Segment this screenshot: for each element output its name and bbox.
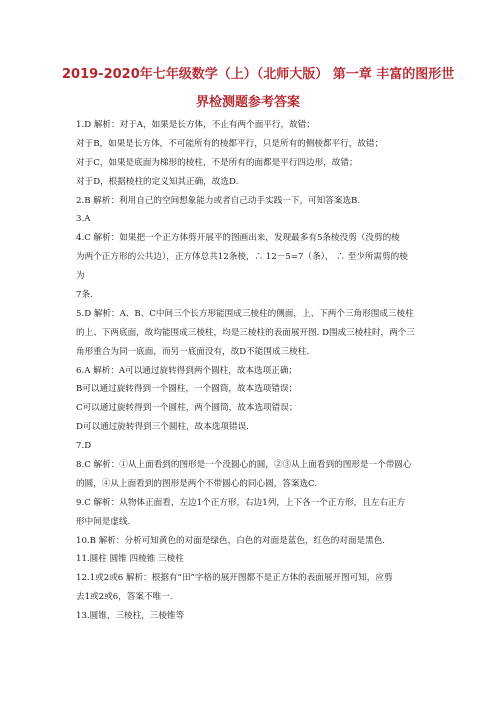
answer-line: 1.D 解析：对于A，如果是长方体，不止有两个面平行，故错； [76,120,315,130]
answer-line: 11.圆柱 圆锥 四棱锥 三棱柱 [76,554,184,565]
answer-body [76,116,424,626]
answer-line: 的圆，④从上面看到的图形是两个不带圆心的同心圆，答案选C. [76,478,318,489]
answer-line: 7条. [76,290,93,301]
answer-line: 9.C 解析：从物体正面看，左边1个正方形，右边1列，上下各一个正方形，且左右正方 [76,497,406,508]
answer-line: 去1或2或6，答案不唯一. [76,592,173,603]
answer-line: 5.D 解析：A、B、C中间三个长方形能围成三棱柱的侧面，上、下两个三角形围成三棱柱 [76,308,414,319]
answer-line: 的上、下两底面，故均能围成三棱柱，均是三棱柱的表面展开图. D围成三棱柱时，两个三 [76,327,415,338]
answer-line: 4.C 解析：如果把一个正方体剪开展平的图画出来，发现最多有5条棱没剪（没剪的棱 [76,233,400,244]
answer-line: 12.1或2或6 解析：根据有“田”字格的展开图都不是正方体的表面展开图可知，应剪 [76,573,393,584]
answer-line: 10.B 解析：分析可知黄色的对面是绿色，白色的对面是蓝色，红色的对面是黑色. [76,535,386,546]
answer-line: 角形重合为同一底面，而另一底面没有，故D不能围成三棱柱. [76,346,310,357]
answer-line: 对于B，如果是长方体，不可能所有的棱都平行，只是所有的侧棱都平行，故错； [76,138,384,149]
answer-line: D可以通过旋转得到三个圆柱，故本选项错误. [76,422,249,433]
answer-line: 对于C，如果是底面为梯形的棱柱，不是所有的面都是平行四边形，故错； [76,157,358,168]
answer-line: 3.A [76,214,91,225]
answer-line: 13.圆锥，三棱柱，三棱锥等 [76,611,185,622]
answer-line: 为 [76,271,85,282]
answer-line: 8.C 解析：①从上面看到的图形是一个没圆心的圆，②③从上面看到的图形是一个带圆心 [76,460,412,471]
answer-line: 7.D [76,441,92,452]
answer-line: C可以通过旋转得到一个圆柱，两个圆筒，故本选项错误； [76,403,298,414]
document-title-line-2: 界检测题参考答案 [195,95,300,110]
answer-line: 对于D，根据棱柱的定义知其正确，故选D. [76,176,239,187]
document-title-line-1: 2019-2020年七年级数学（上）（北师大版） 第一章 丰富的图形世 [62,67,455,82]
answer-line: 6.A 解析：A可以通过旋转得到两个圆柱，故本选项正确； [76,365,298,376]
answer-line: 为两个正方形的公共边），正方体总共12条棱，∴ 12－5=7（条）， ∴ 至少所需剪的棱 [76,252,408,263]
answer-line: 形中间是虚线. [76,516,131,527]
answer-line: B可以通过旋转得到一个圆柱，一个圆筒，故本选项错误； [76,384,298,395]
answer-line: 2.B 解析：利用自己的空间想象能力或者自己动手实践一下，可知答案选B. [76,195,361,206]
